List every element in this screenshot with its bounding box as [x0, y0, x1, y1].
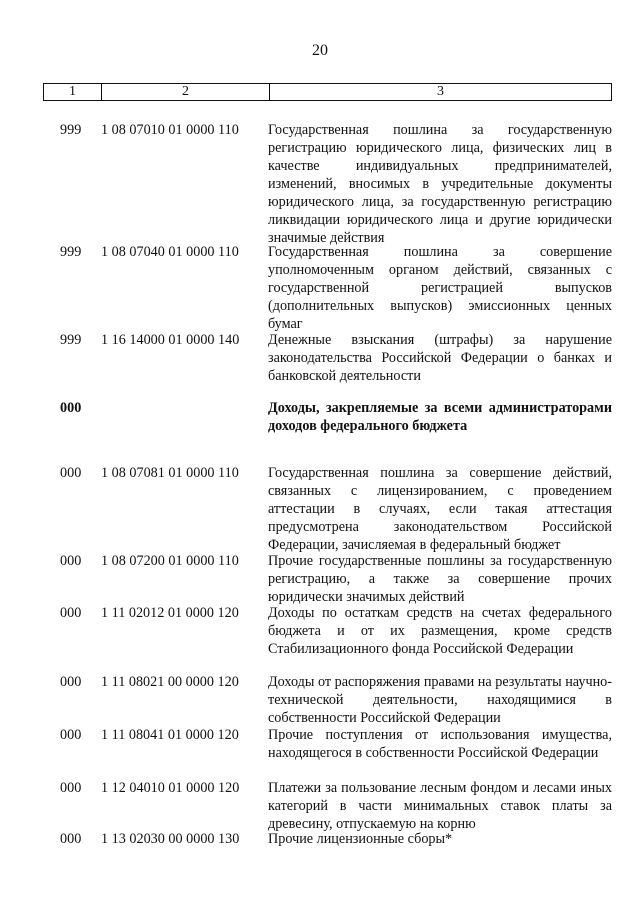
revenue-description: Государственная пошлина за совершение действий, связанных с лицензированием, с проведением аттестации в случаях, если такая аттестация предусмотрена законодательством Российской Федерации, зачисляемая в федеральный бюджет: [268, 465, 612, 553]
budget-classification-code: 1 11 08021 00 0000 120: [101, 674, 239, 690]
budget-classification-code: 1 08 07040 01 0000 110: [101, 244, 239, 260]
budget-classification-code: 1 08 07010 01 0000 110: [101, 122, 239, 138]
admin-code: 000: [60, 831, 82, 847]
admin-code: 999: [60, 332, 82, 348]
revenue-description: Доходы по остаткам средств на счетах федерального бюджета и от их размещения, кроме средств Стабилизационного фонда Российской Федерации: [268, 605, 612, 657]
admin-code: 000: [60, 605, 82, 621]
revenue-description: Прочие лицензионные сборы*: [268, 831, 453, 847]
budget-classification-code: 1 11 02012 01 0000 120: [101, 605, 239, 621]
section-heading: Доходы, закрепляемые за всеми администраторами доходов федерального бюджета: [268, 400, 612, 434]
budget-classification-code: 1 13 02030 00 0000 130: [101, 831, 240, 847]
admin-code: 000: [60, 674, 82, 690]
revenue-description: Государственная пошлина за государственную регистрацию юридического лица, физических лиц в качестве индивидуальных предпринимателей, изменений, вносимых в учредительные документы юридического лица, за государственную регистрацию ликвидации юридического лица и другие юридически значимые действия: [268, 122, 612, 246]
column-header-1: 1: [44, 84, 102, 101]
column-header-2: 2: [102, 84, 270, 101]
column-header-3: 3: [437, 84, 444, 99]
admin-code: 000: [60, 465, 82, 481]
page-number: 20: [312, 42, 328, 59]
admin-code: 999: [60, 122, 82, 138]
admin-code: 000: [60, 727, 82, 743]
budget-classification-code: 1 08 07200 01 0000 110: [101, 553, 239, 569]
revenue-description: Государственная пошлина за совершение уполномоченным органом действий, связанных с государственной регистрацией выпусков (дополнительных выпусков) эмиссионных ценных бумаг: [268, 244, 612, 332]
revenue-description: Прочие государственные пошлины за государственную регистрацию, а также за совершение прочих юридически значимых действий: [268, 553, 612, 605]
budget-classification-code: 1 08 07081 01 0000 110: [101, 465, 239, 481]
revenue-description: Денежные взыскания (штрафы) за нарушение законодательства Российской Федерации о банках и банковской деятельности: [268, 332, 612, 384]
budget-classification-code: 1 12 04010 01 0000 120: [101, 780, 240, 796]
revenue-description: Платежи за пользование лесным фондом и лесами иных категорий в части минимальных ставок платы за древесину, отпускаемую на корню: [268, 780, 612, 832]
column-header-table: [43, 83, 612, 101]
revenue-description: Прочие поступления от использования имущества, находящегося в собственности Российской Федерации: [268, 727, 612, 761]
budget-classification-code: 1 11 08041 01 0000 120: [101, 727, 239, 743]
revenue-description: Доходы от распоряжения правами на результаты научно-технической деятельности, находящимися в собственности Российской Федерации: [268, 674, 612, 726]
admin-code: 000: [60, 553, 82, 569]
admin-code: 000: [60, 400, 82, 416]
admin-code: 000: [60, 780, 82, 796]
budget-classification-code: 1 16 14000 01 0000 140: [101, 332, 240, 348]
admin-code: 999: [60, 244, 82, 260]
